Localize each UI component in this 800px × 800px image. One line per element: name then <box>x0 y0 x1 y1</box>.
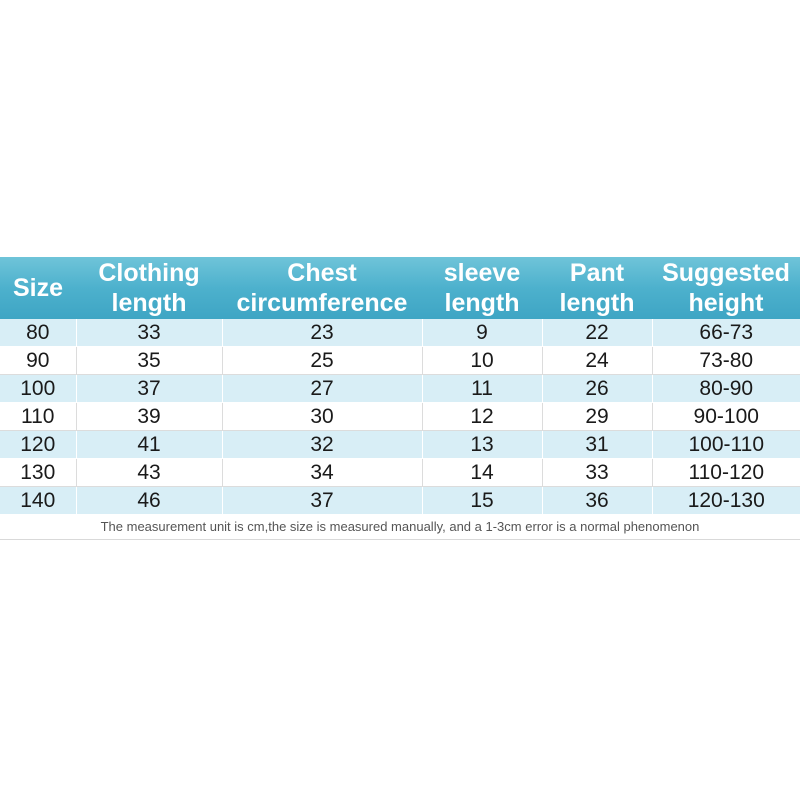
header-height-line1: Suggested <box>662 259 790 287</box>
table-cell: 130 <box>0 459 76 487</box>
table-cell: 31 <box>542 431 652 459</box>
header-pant-line2: length <box>559 289 635 317</box>
table-row <box>0 319 800 347</box>
size-chart <box>0 257 800 540</box>
header-chest-line1: Chest <box>287 259 357 287</box>
table-cell: 37 <box>76 375 222 403</box>
table-cell: 66-73 <box>652 319 800 347</box>
table-cell: 29 <box>542 403 652 431</box>
table-cell: 26 <box>542 375 652 403</box>
table-cell: 34 <box>222 459 422 487</box>
table-cell: 15 <box>422 487 542 515</box>
table-row <box>0 347 800 375</box>
size-chart-body <box>0 319 800 540</box>
header-suggested-height <box>652 257 800 319</box>
table-row <box>0 375 800 403</box>
table-cell: 22 <box>542 319 652 347</box>
header-clothing-length-line2: length <box>111 289 187 317</box>
table-cell: 37 <box>222 487 422 515</box>
table-cell: 32 <box>222 431 422 459</box>
table-cell: 120 <box>0 431 76 459</box>
measurement-note-row <box>0 515 800 540</box>
table-cell: 35 <box>76 347 222 375</box>
table-cell: 80 <box>0 319 76 347</box>
header-chest-line2: circumference <box>236 289 408 317</box>
table-cell: 23 <box>222 319 422 347</box>
table-cell: 39 <box>76 403 222 431</box>
header-clothing-length-line1: Clothing <box>98 259 200 287</box>
table-cell: 46 <box>76 487 222 515</box>
header-pant-line1: Pant <box>569 259 625 287</box>
header-height-line2: height <box>688 289 764 317</box>
table-row <box>0 431 800 459</box>
size-chart-table <box>0 257 800 540</box>
table-cell: 11 <box>422 375 542 403</box>
measurement-note: The measurement unit is cm,the size is measured manually, and a 1-3cm error is a normal phenomenon <box>0 515 800 540</box>
table-cell: 12 <box>422 403 542 431</box>
table-cell: 33 <box>542 459 652 487</box>
table-cell: 27 <box>222 375 422 403</box>
table-cell: 43 <box>76 459 222 487</box>
table-cell: 90 <box>0 347 76 375</box>
table-cell: 9 <box>422 319 542 347</box>
header-sleeve-line1: sleeve <box>443 259 521 287</box>
table-cell: 100 <box>0 375 76 403</box>
table-row <box>0 487 800 515</box>
header-row <box>0 257 800 319</box>
header-sleeve-length <box>422 257 542 319</box>
table-cell: 110-120 <box>652 459 800 487</box>
table-cell: 10 <box>422 347 542 375</box>
header-clothing-length <box>76 257 222 319</box>
table-cell: 140 <box>0 487 76 515</box>
header-size-label: Size <box>12 274 64 302</box>
table-cell: 30 <box>222 403 422 431</box>
table-cell: 90-100 <box>652 403 800 431</box>
header-sleeve-line2: length <box>444 289 520 317</box>
table-cell: 100-110 <box>652 431 800 459</box>
table-cell: 33 <box>76 319 222 347</box>
table-cell: 110 <box>0 403 76 431</box>
table-row <box>0 459 800 487</box>
table-row <box>0 403 800 431</box>
table-cell: 25 <box>222 347 422 375</box>
table-cell: 24 <box>542 347 652 375</box>
size-chart-header <box>0 257 800 319</box>
table-cell: 13 <box>422 431 542 459</box>
table-cell: 73-80 <box>652 347 800 375</box>
header-size <box>0 257 76 319</box>
table-cell: 36 <box>542 487 652 515</box>
table-cell: 80-90 <box>652 375 800 403</box>
header-chest-circumference <box>222 257 422 319</box>
table-cell: 120-130 <box>652 487 800 515</box>
header-pant-length <box>542 257 652 319</box>
table-cell: 14 <box>422 459 542 487</box>
table-cell: 41 <box>76 431 222 459</box>
